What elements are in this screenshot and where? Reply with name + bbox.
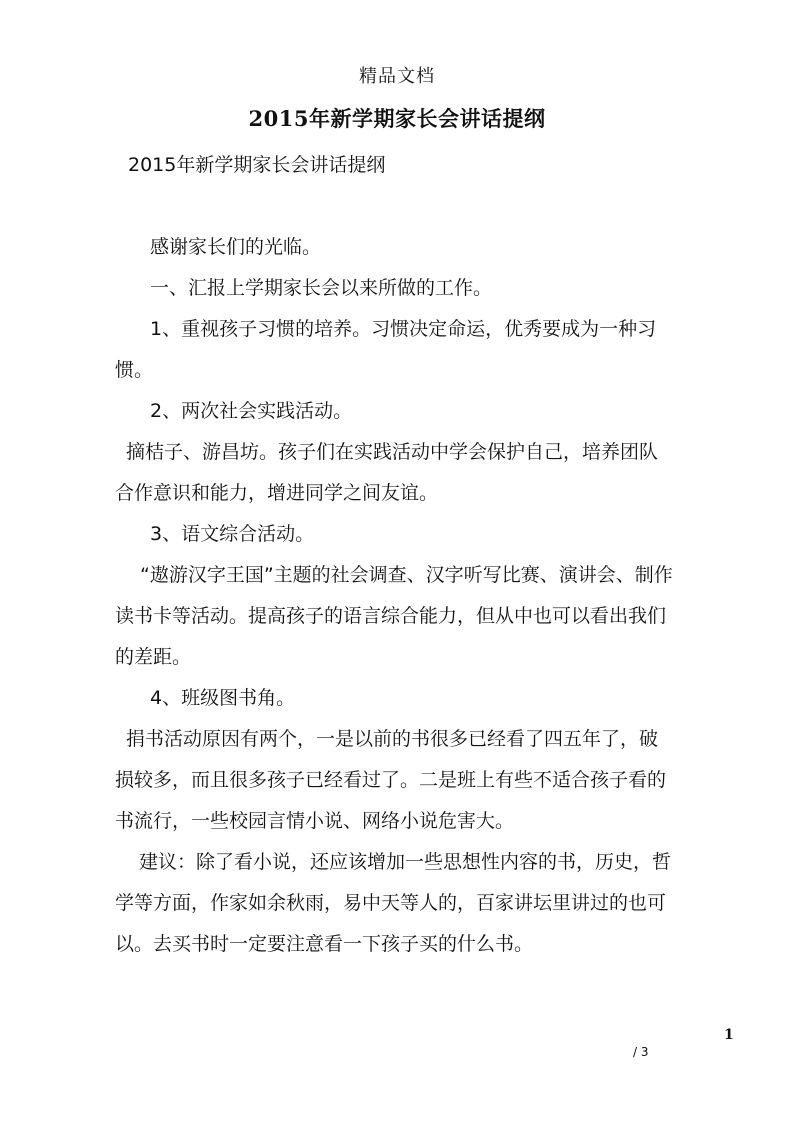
document-subtitle: 2015年新学期家长会讲话提纲	[128, 154, 386, 176]
document-header: 精品文档	[359, 66, 435, 87]
paragraph-item-2: 2、两次社会实践活动。	[150, 400, 353, 422]
paragraph-item-1: 1、重视孩子习惯的培养。习惯决定命运，优秀要成为一种习惯。	[115, 318, 657, 381]
paragraph-book-donation: 捐书活动原因有两个，一是以前的书很多已经看了四五年了，破损较多，而且很多孩子已经看过了。二是班上有些不适合孩子看的书流行，一些校园言情小说、网络小说危害大。	[115, 728, 667, 832]
document-body	[115, 227, 675, 965]
page-number: 1	[724, 1027, 734, 1043]
paragraph-greeting: 感谢家长们的光临。	[150, 236, 322, 258]
paragraph-language-details: “遨游汉字王国”主题的社会调查、汉字听写比赛、演讲会、制作读书卡等活动。提高孩子的语言综合能力，但从中也可以看出我们的差距。	[115, 564, 673, 668]
paragraph-section-1: 一、汇报上学期家长会以来所做的工作。	[150, 277, 493, 299]
paragraph-suggestion: 建议：除了看小说，还应该增加一些思想性内容的书，历史，哲学等方面，作家如余秋雨，易中天等人的，百家讲坛里讲过的也可以。去买书时一定要注意看一下孩子买的什么书。	[115, 851, 672, 955]
paragraph-item-3: 3、语文综合活动。	[150, 523, 315, 545]
paragraph-practice-details: 摘桔子、游昌坊。孩子们在实践活动中学会保护自己，培养团队合作意识和能力，增进同学之间友谊。	[115, 441, 659, 504]
page-total: / 3	[633, 1045, 649, 1059]
paragraph-item-4: 4、班级图书角。	[150, 687, 296, 709]
document-title: 2015年新学期家长会讲话提纲	[248, 106, 546, 131]
